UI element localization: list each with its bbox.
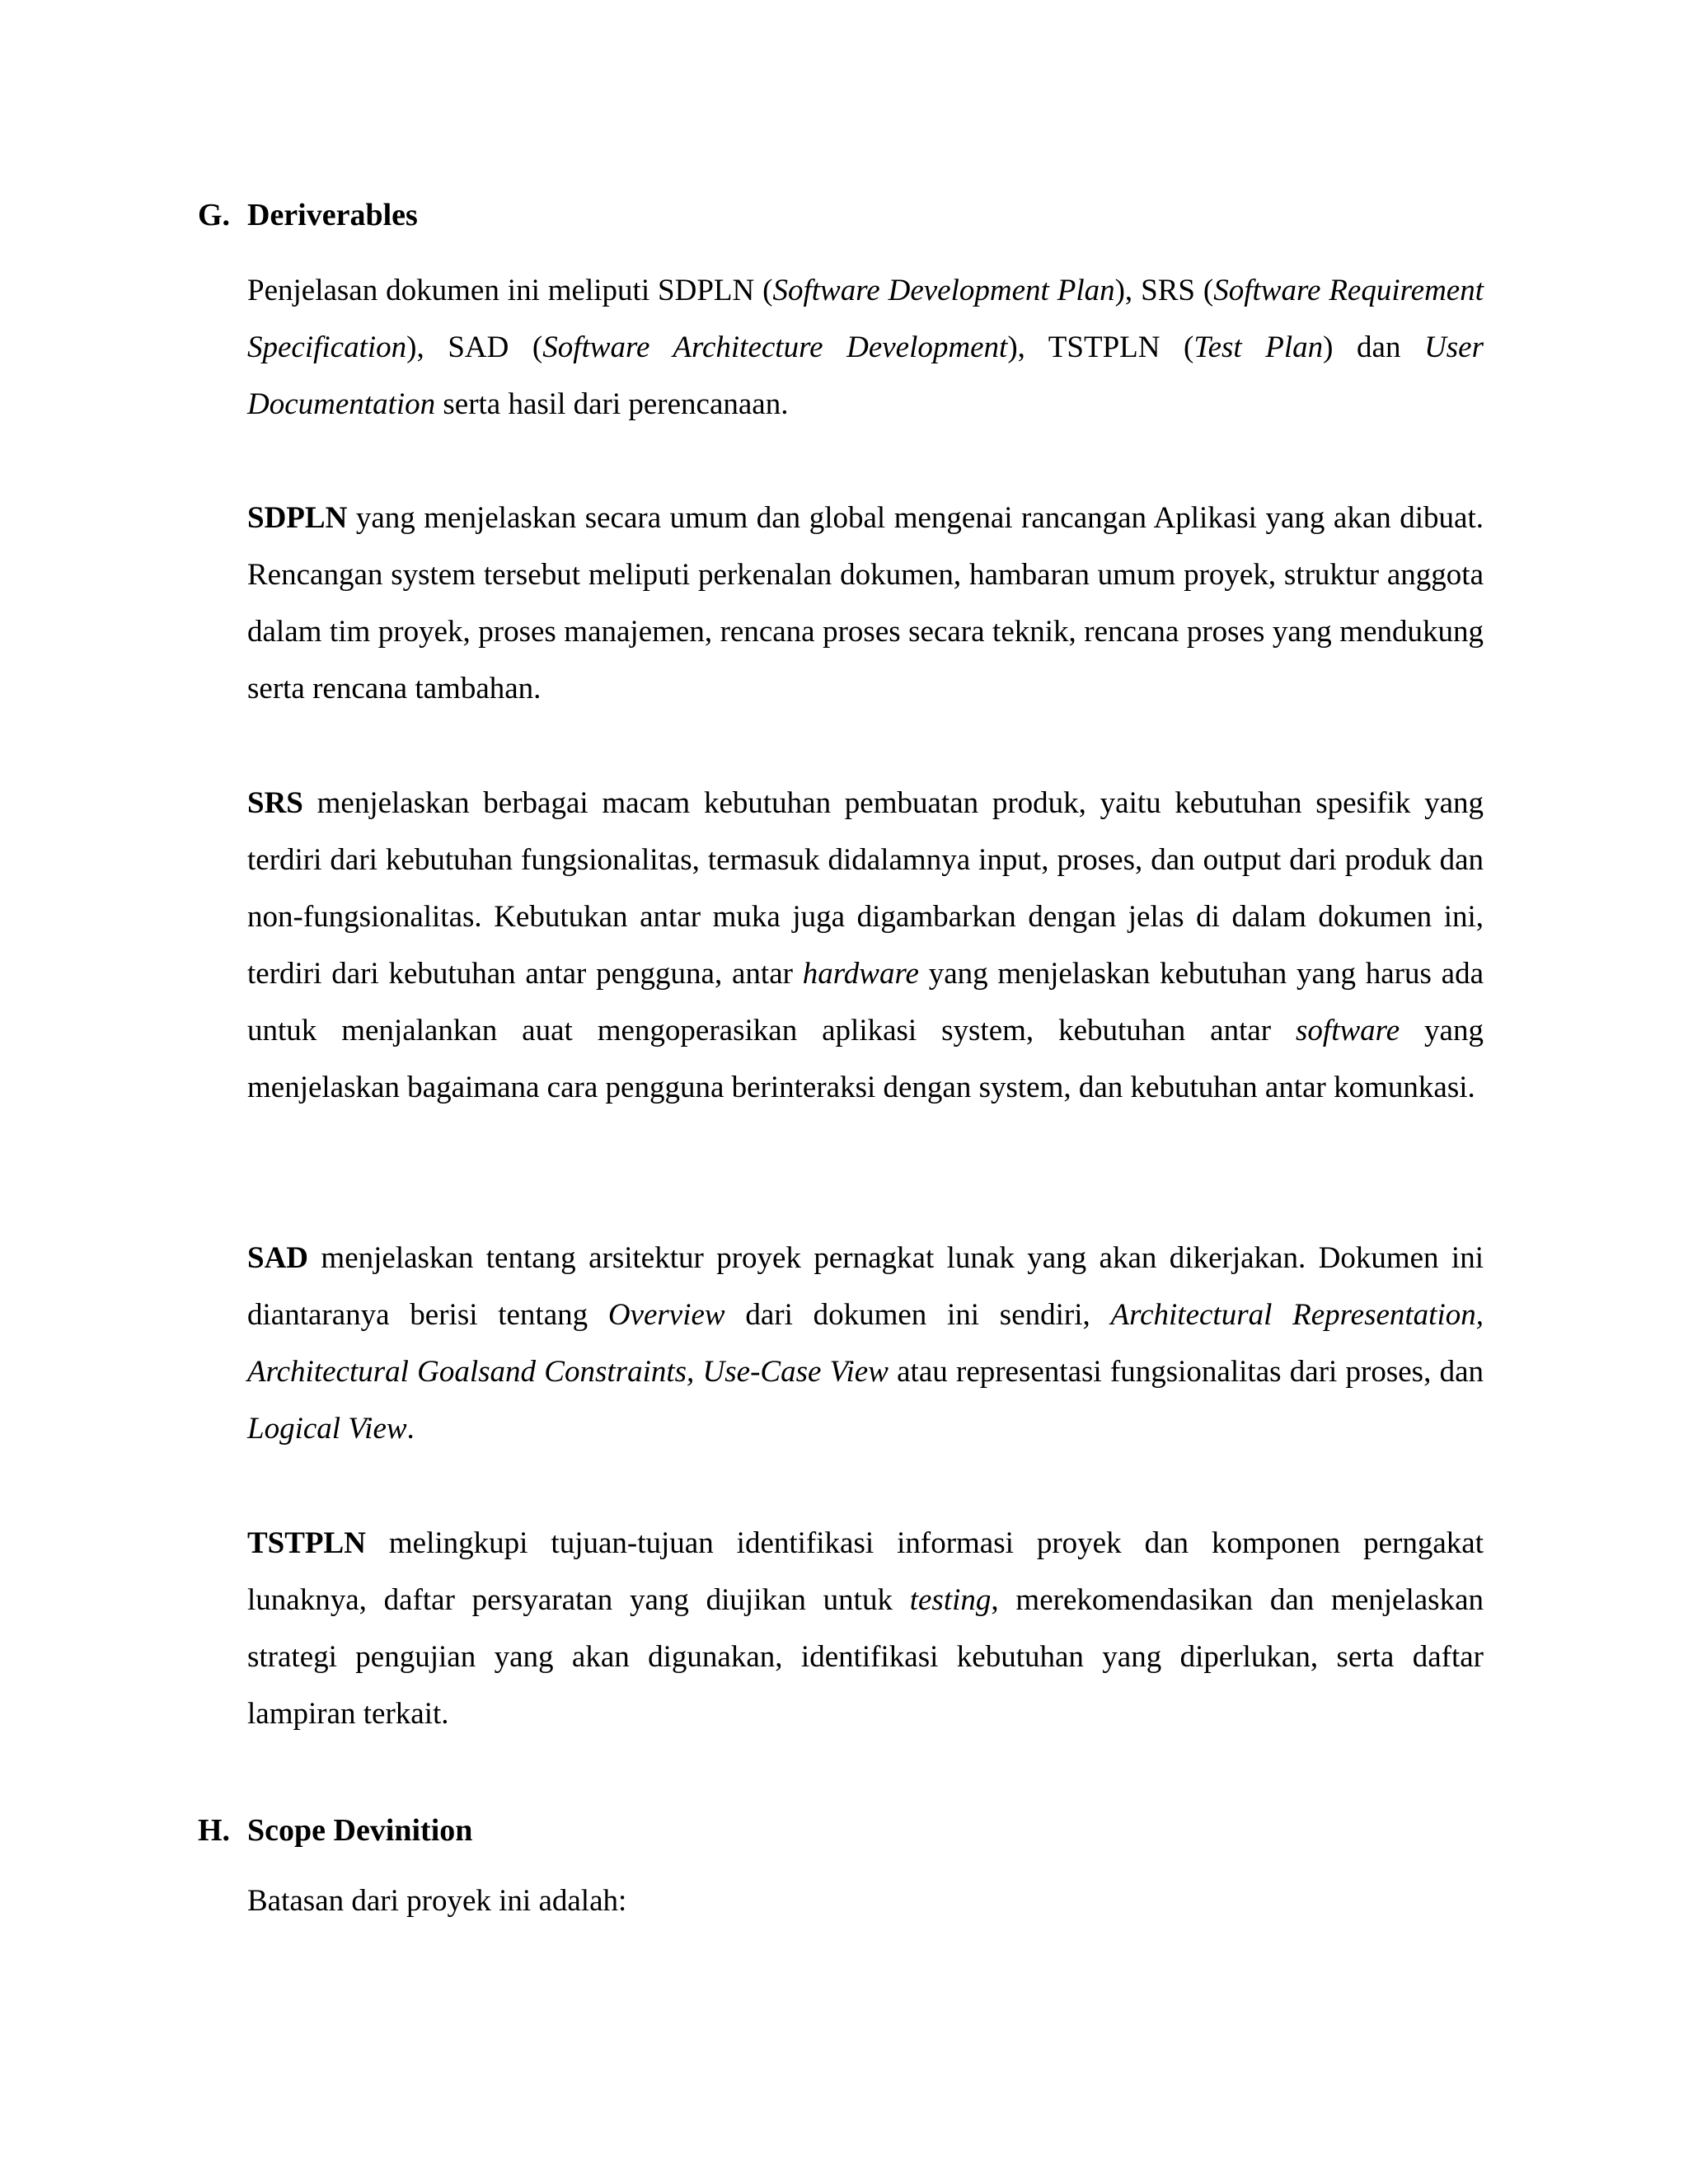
text-run: yang menjelaskan bagaimana cara pengguna berinteraksi dengan system, dan kebutuhan antar komunkasi. bbox=[247, 1014, 1484, 1104]
italic-term: Software Architecture Development bbox=[542, 330, 1008, 364]
section-letter: H. bbox=[198, 1813, 231, 1848]
sdpln-paragraph bbox=[247, 490, 1484, 717]
italic-term: Software Requirement Specification bbox=[247, 274, 1484, 364]
italic-term: User Documentation bbox=[247, 330, 1484, 421]
italic-term: Overview bbox=[607, 1298, 725, 1332]
bold-term: SDPLN bbox=[247, 501, 348, 535]
bold-term: SAD bbox=[247, 1241, 309, 1275]
intro-paragraph bbox=[247, 262, 1484, 433]
section-letter: G. bbox=[198, 198, 231, 232]
scope-paragraph bbox=[247, 1872, 1484, 1929]
italic-term: Software Development Plan bbox=[772, 274, 1115, 307]
srs-paragraph bbox=[247, 775, 1484, 1116]
section-heading-g bbox=[198, 196, 418, 234]
italic-term: Logical View bbox=[247, 1412, 407, 1446]
italic-term: Architectural Representation, Architectural Goalsand Constraints, Use-Case View bbox=[247, 1298, 1484, 1389]
text-run: Batasan dari proyek ini adalah: bbox=[247, 1884, 627, 1918]
text-run: yang menjelaskan kebutuhan yang harus ada untuk menjalankan auat mengoperasikan aplikasi system, kebutuhan antar bbox=[247, 957, 1484, 1047]
text-run: atau representasi fungsionalitas dari proses, dan bbox=[888, 1355, 1484, 1389]
text-run: . bbox=[406, 1412, 415, 1446]
section-heading-h bbox=[198, 1811, 472, 1849]
sad-paragraph bbox=[247, 1230, 1484, 1457]
italic-term: software bbox=[1296, 1014, 1400, 1047]
text-run: yang menjelaskan secara umum dan global mengenai rancangan Aplikasi yang akan dibuat. Rencangan system tersebut meliputi perkenalan dokumen, hambaran umum proyek, struktur anggota dalam tim proyek, proses manajemen, rencana proses secara teknik, rencana proses yang mendukung serta rencana tambahan. bbox=[247, 501, 1484, 705]
italic-term: testing bbox=[909, 1583, 992, 1617]
italic-term: hardware bbox=[802, 957, 919, 991]
section-title: Deriverables bbox=[247, 198, 418, 232]
section-title: Scope Devinition bbox=[247, 1813, 473, 1848]
text-run: ), TSTPLN ( bbox=[1007, 330, 1194, 364]
text-run: melingkupi tujuan-tujuan identifikasi informasi proyek dan komponen perngakat lunaknya, daftar persyaratan yang diujikan untuk bbox=[247, 1526, 1484, 1617]
text-run: menjelaskan berbagai macam kebutuhan pembuatan produk, yaitu kebutuhan spesifik yang terdiri dari kebutuhan fungsionalitas, termasuk didalamnya input, proses, dan output dari produk dan non-fungsionalitas. Kebutukan antar muka juga digambarkan dengan jelas di dalam dokumen ini, terdiri dari kebutuhan antar pengguna, antar bbox=[247, 786, 1484, 991]
tstpln-paragraph bbox=[247, 1515, 1484, 1742]
text-run: Penjelasan dokumen ini meliputi SDPLN ( bbox=[247, 274, 773, 307]
bold-term: SRS bbox=[247, 786, 303, 820]
text-run: dari dokumen ini sendiri, bbox=[724, 1298, 1111, 1332]
text-run: ), SRS ( bbox=[1114, 274, 1214, 307]
text-run: menjelaskan tentang arsitektur proyek pernagkat lunak yang akan dikerjakan. Dokumen ini diantaranya berisi tentang bbox=[247, 1241, 1484, 1332]
italic-term: Test Plan bbox=[1193, 330, 1324, 364]
text-run: , merekomendasikan dan menjelaskan strategi pengujian yang akan digunakan, identifikasi kebutuhan yang diperlukan, serta daftar lampiran terkait. bbox=[247, 1583, 1484, 1731]
text-run: ) dan bbox=[1323, 330, 1425, 364]
text-run: ), SAD ( bbox=[406, 330, 543, 364]
bold-term: TSTPLN bbox=[247, 1526, 366, 1560]
text-run: serta hasil dari perencanaan. bbox=[435, 387, 789, 421]
